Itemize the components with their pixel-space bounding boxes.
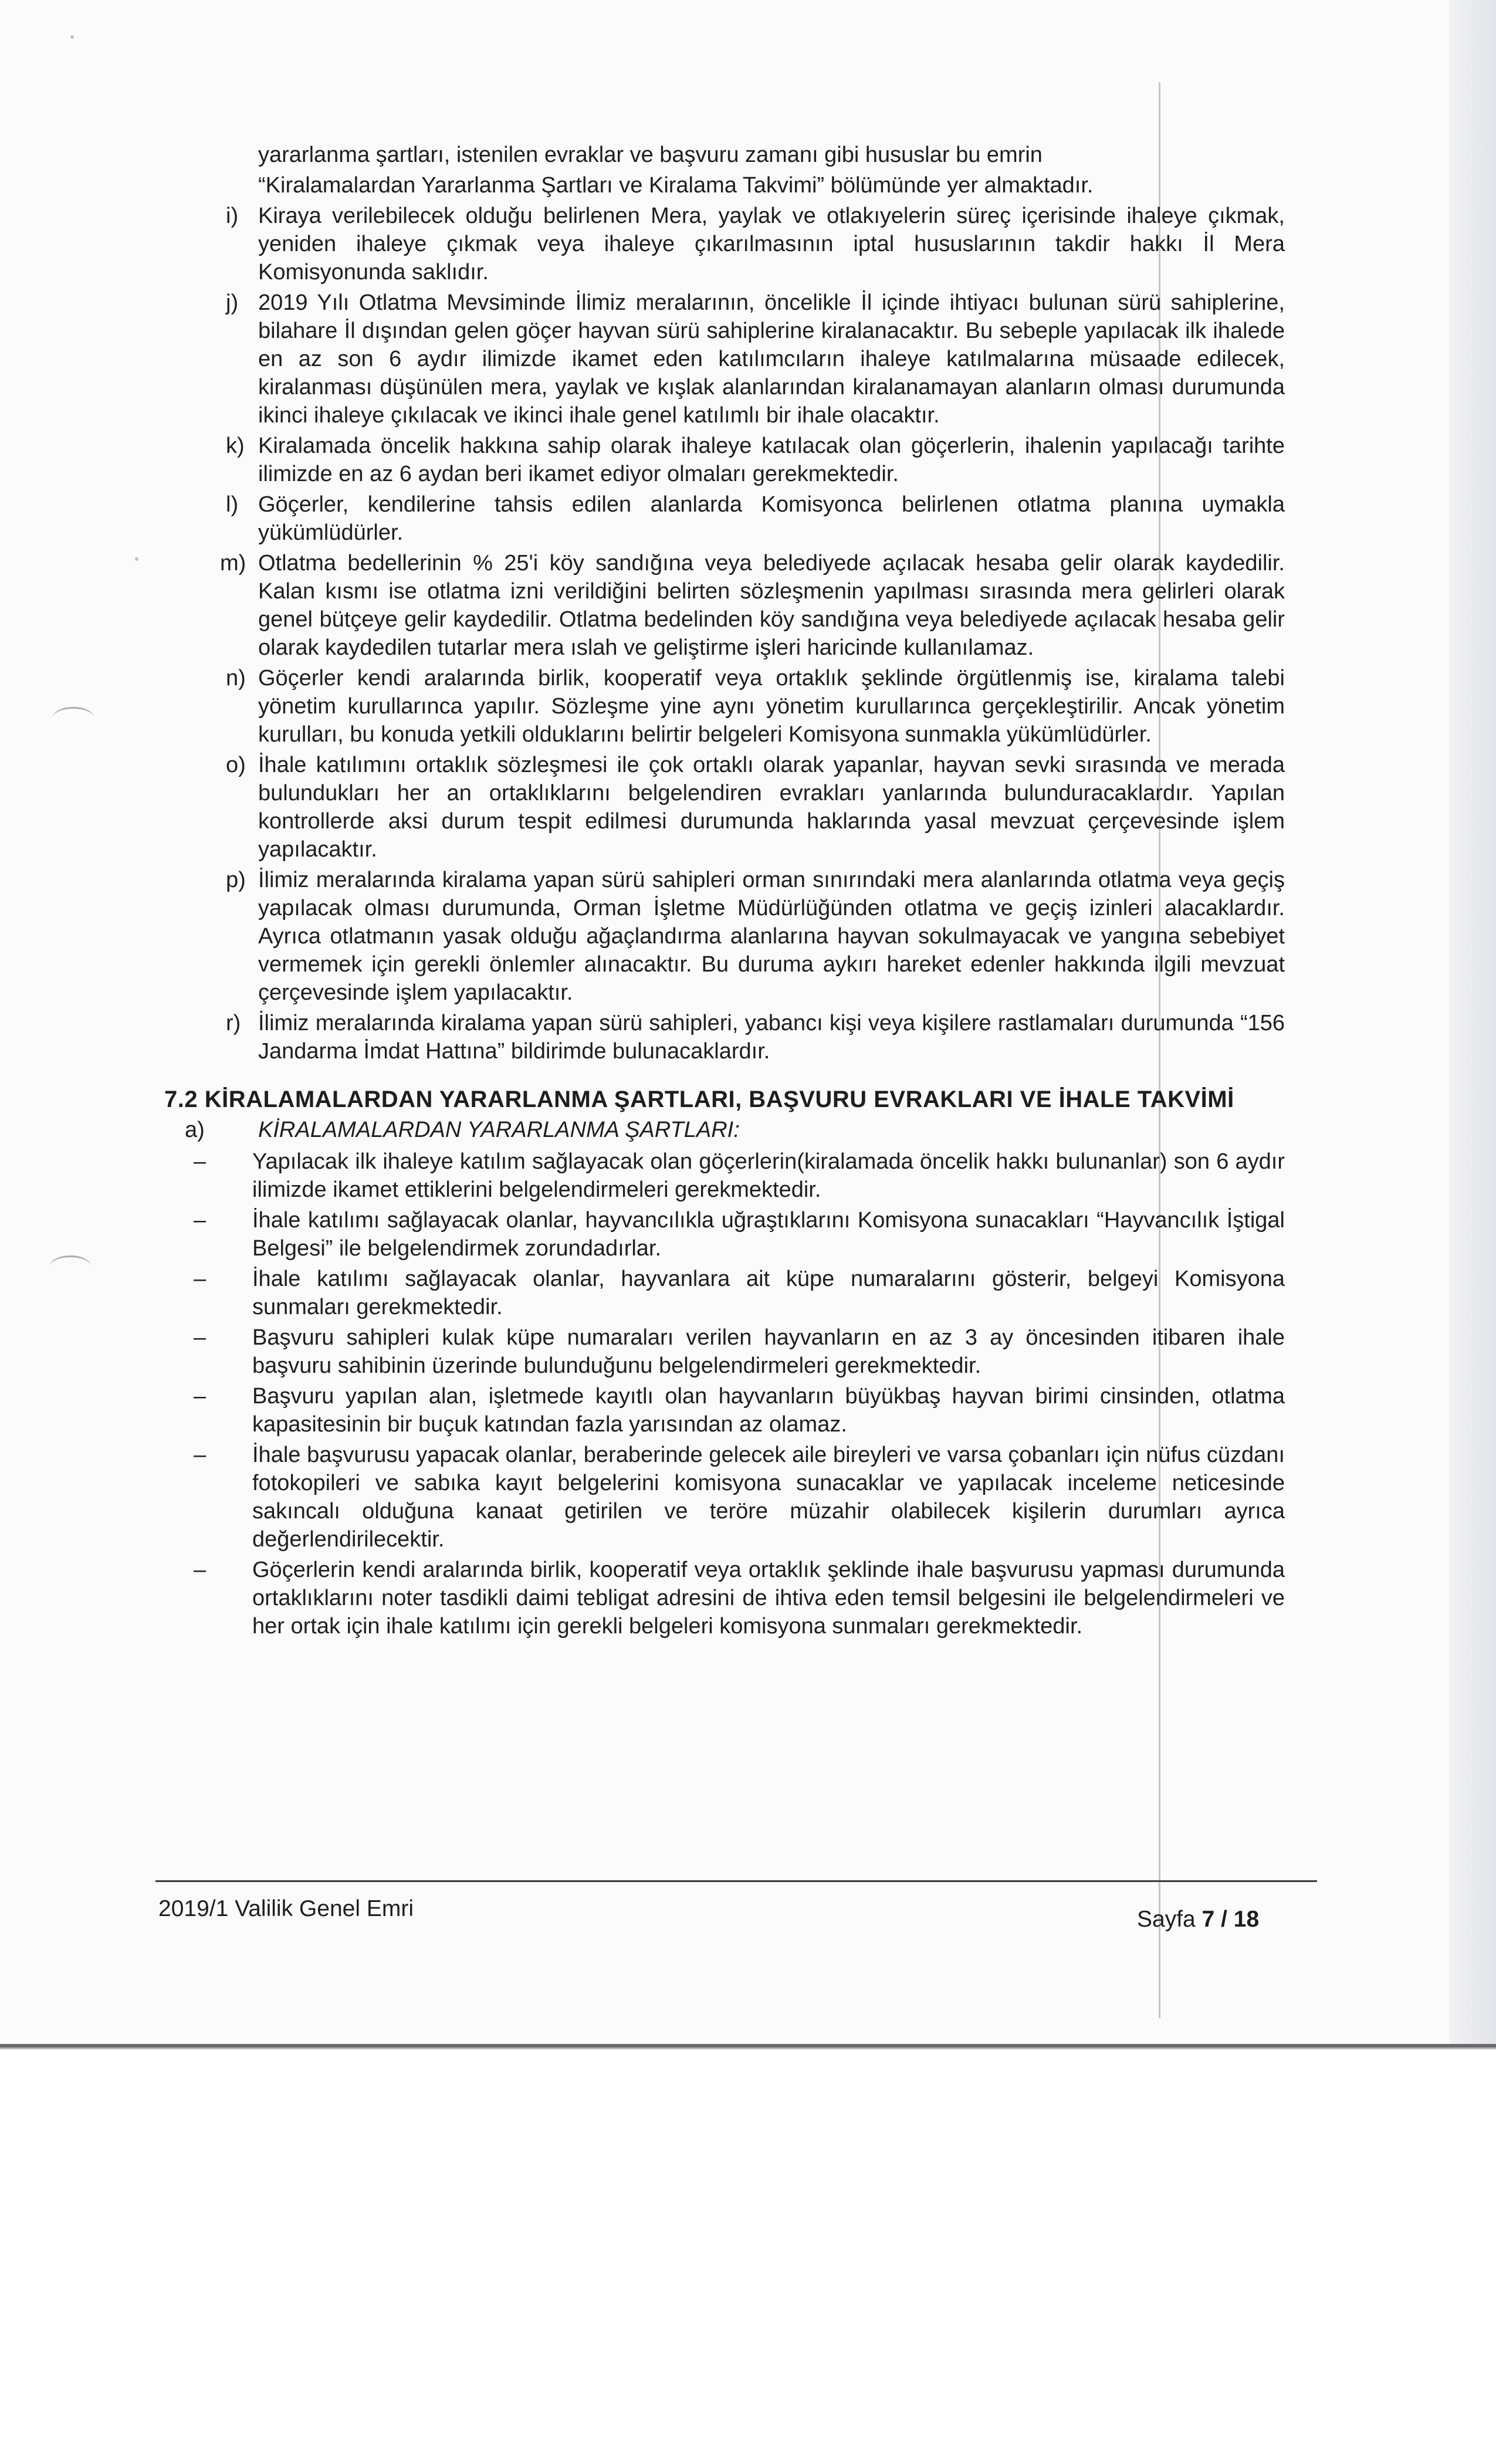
requirement-text: Göçerlerin kendi aralarında birlik, kooperatif veya ortaklık şeklinde ihale başvurusu yapması durumunda ortaklıklarını noter tasdikli daimi tebligat adresini de ihtiva eden temsil belgesini ile belgelendirmeleri ve her ortak için ihale katılımı için gerekli belgeleri komisyona sunmaları gerekmektedir.	[252, 1558, 1285, 1639]
dash-bullet: –	[194, 1149, 207, 1174]
item-marker: k)	[226, 434, 245, 458]
item-marker: n)	[226, 666, 246, 691]
requirement-text: İhale başvurusu yapacak olanlar, beraberinde gelecek aile bireyleri ve varsa çobanları için nüfus cüzdanı fotokopileri ve sabıka kayıt belgelerini komisyona sunacaklar ve yapılacak inceleme neticesinde sakıncalı olduğuna kanaat getirilen ve teröre müzahir olabilecek kişilerin durumları ayrıca değerlendirilecektir.	[252, 1443, 1285, 1552]
page-edge-shadow	[1449, 0, 1496, 2047]
list-item-n	[170, 664, 1285, 749]
list-item-j	[170, 289, 1285, 429]
sub-heading	[170, 1116, 1285, 1144]
requirement-item	[170, 1265, 1285, 1321]
list-item-m	[170, 549, 1285, 662]
dash-bullet: –	[194, 1325, 207, 1350]
page-current: 7	[1201, 1907, 1215, 1932]
requirement-text: İhale katılımı sağlayacak olanlar, hayvanlara ait küpe numaralarını gösterir, belgeyi Komisyona sunmaları gerekmektedir.	[252, 1267, 1285, 1319]
requirement-item	[170, 1556, 1285, 1640]
page-total: 18	[1233, 1907, 1260, 1932]
list-item-p	[170, 866, 1285, 1007]
continuation-line-1: yararlanma şartları, istenilen evraklar ve başvuru zamanı gibi hususlar bu emrin	[258, 143, 1043, 167]
item-marker: o)	[226, 753, 246, 777]
item-text: İlimiz meralarında kiralama yapan sürü sahipleri, yabancı kişi veya kişilere rastlamaları durumunda “156 Jandarma İmdat Hattına” bildirimde bulunacaklardır.	[258, 1011, 1285, 1064]
item-text: 2019 Yılı Otlatma Mevsiminde İlimiz meralarının, öncelikle İl içinde ihtiyacı bulunan sürü sahiplerine, bilahare İl dışından gelen göçer hayvan sürü sahiplerine kiralanacaktır. Bu sebeple yapılacak ilk ihalede en az son 6 aydır ilimizde ikamet eden katılımcıların ihaleye katılmalarına müsaade edilecek, kiralanması düşünülen mera, yaylak ve kışlak alanlarından kiralanamayan alanların olması durumunda ikinci ihaleye çıkılacak ve ikinci ihale genel katılımlı bir ihale olacaktır.	[258, 290, 1285, 428]
list-item-i	[170, 202, 1285, 286]
requirement-item	[170, 1206, 1285, 1263]
item-marker: r)	[226, 1011, 241, 1035]
sub-heading-marker: a)	[185, 1118, 205, 1142]
requirement-item	[170, 1441, 1285, 1553]
dash-bullet: –	[194, 1558, 207, 1582]
item-marker: l)	[226, 492, 239, 517]
requirement-text: İhale katılımı sağlayacak olanlar, hayvancılıkla uğraştıklarını Komisyona sunacakları “Hayvancılık İştigal Belgesi” ile belgelendirmek zorundadırlar.	[252, 1208, 1285, 1261]
list-item-r	[170, 1009, 1285, 1065]
item-text: İlimiz meralarında kiralama yapan sürü sahipleri orman sınırındaki mera alanlarında otlatma veya geçiş yapılacak olması durumunda, Orman İşletme Müdürlüğünden otlatma ve geçiş izinleri alacaklardır. Ayrıca otlatmanın yasak olduğu ağaçlandırma alanlarına hayvan sokulmayacak ve yangına sebebiyet vermemek için gerekli önlemler alınacaktır. Bu duruma aykırı hareket edenler hakkında ilgili mevzuat çerçevesinde işlem yapılacaktır.	[258, 868, 1285, 1005]
item-text: Göçerler kendi aralarında birlik, kooperatif veya ortaklık şeklinde örgütlenmiş ise, kiralama talebi yönetim kurullarınca yapılır. Sözleşme yine aynı yönetim kurullarınca gerçekleştirilir. Ancak yönetim kurulları, bu konuda yetkili olduklarını belirtir belgeleri Komisyona sunmakla yükümlüdürler.	[258, 666, 1285, 747]
page-separator: /	[1214, 1907, 1234, 1932]
item-text: Göçerler, kendilerine tahsis edilen alanlarda Komisyonca belirlenen otlatma planına uymakla yükümlüdürler.	[258, 492, 1285, 545]
list-item-o	[170, 751, 1285, 864]
item-text: Kiraya verilebilecek olduğu belirlenen Mera, yaylak ve otlakıyelerin süreç içerisinde ihaleye çıkmak, yeniden ihaleye çıkmak veya ihaleye çıkarılmasının iptal hususlarının takdir hakkı İl Mera Komisyonunda saklıdır.	[258, 204, 1285, 285]
scan-bottom-edge-light	[0, 2047, 1496, 2049]
requirement-text: Başvuru sahipleri kulak küpe numaraları verilen hayvanların en az 3 ay öncesinden itibaren ihale başvuru sahibinin üzerinde bulunduğunu belgelendirmeleri gerekmektedir.	[252, 1325, 1285, 1378]
item-text: İhale katılımını ortaklık sözleşmesi ile çok ortaklı olarak yapanlar, hayvan sevki sırasında ve merada bulundukları her an ortaklıklarını belgelendiren evrakları yanlarında bulunduracaklardır. Yapılan kontrollerde aksi durum tespit edilmesi durumunda haklarında yasal mevzuat çerçevesinde işlem yapılacaktır.	[258, 753, 1285, 862]
dash-bullet: –	[194, 1208, 207, 1233]
footer-page-number	[1137, 1907, 1259, 1932]
footer-rule	[155, 1880, 1317, 1882]
item-text: Otlatma bedellerinin % 25'i köy sandığına veya belediyede açılacak hesaba gelir olarak kaydedilir. Kalan kısmı ise otlatma izni verildiğini belirten sözleşmenin yapılması sırasında mera gelirleri olarak genel bütçeye gelir kaydedilir. Otlatma bedelinden köy sandığına veya belediyede açılacak hesaba gelir olarak kaydedilen tutarlar mera ıslah ve geliştirme işleri haricinde kullanılamaz.	[258, 551, 1285, 660]
punch-hole-mark	[53, 707, 94, 729]
requirement-item	[170, 1382, 1285, 1439]
dash-bullet: –	[194, 1384, 207, 1409]
continuation-line-2: “Kiralamalardan Yararlanma Şartları ve Kiralama Takvimi” bölümünde yer almaktadır.	[258, 173, 1094, 198]
page-prefix: Sayfa	[1137, 1907, 1202, 1932]
punch-hole-mark	[50, 1255, 91, 1277]
document-body	[164, 141, 1285, 1643]
requirement-text: Yapılacak ilk ihaleye katılım sağlayacak olan göçerlerin(kiralamada öncelik hakkı bulunanlar) son 6 aydır ilimizde ikamet ettiklerini belgelendirmeleri gerekmektedir.	[252, 1149, 1285, 1202]
requirement-item	[170, 1324, 1285, 1380]
item-marker: i)	[226, 204, 239, 228]
dash-bullet: –	[194, 1267, 207, 1291]
scan-speck	[135, 557, 138, 561]
item-marker: j)	[226, 290, 239, 315]
list-item-l	[170, 490, 1285, 547]
item-text: Kiralamada öncelik hakkına sahip olarak ihaleye katılacak olan göçerlerin, ihalenin yapılacağı tarihte ilimizde en az 6 aydan beri ikamet ediyor olmaları gerekmektedir.	[258, 434, 1285, 486]
requirement-item	[170, 1148, 1285, 1204]
dash-bullet: –	[194, 1443, 207, 1467]
section-heading: 7.2 KİRALAMALARDAN YARARLANMA ŞARTLARI, BAŞVURU EVRAKLARI VE İHALE TAKVİMİ	[164, 1087, 1234, 1112]
scan-speck	[70, 35, 74, 39]
list-item-k	[170, 432, 1285, 488]
item-marker: m)	[220, 551, 246, 576]
item-marker: p)	[226, 868, 246, 892]
sub-heading-text: KİRALAMALARDAN YARARLANMA ŞARTLARI:	[258, 1118, 740, 1142]
footer-document-title: 2019/1 Valilik Genel Emri	[158, 1896, 414, 1921]
requirement-text: Başvuru yapılan alan, işletmede kayıtlı olan hayvanların büyükbaş hayvan birimi cinsinden, otlatma kapasitesinin bir buçuk katından fazla yarısından az olamaz.	[252, 1384, 1285, 1437]
